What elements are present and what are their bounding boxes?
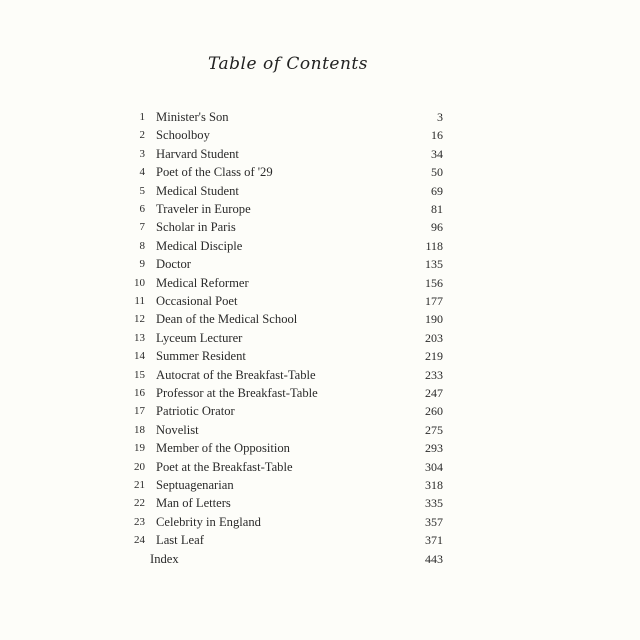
toc-entry: [0, 513, 640, 531]
toc-entry: [0, 108, 640, 126]
chapter-number: 4: [139, 166, 145, 179]
page-number: 50: [431, 165, 443, 180]
toc-entry: [0, 421, 640, 439]
page-number: 34: [431, 146, 443, 161]
page-number: 69: [431, 183, 443, 198]
chapter-number: 3: [139, 147, 145, 160]
chapter-number: 1: [139, 111, 145, 123]
toc-entry: [0, 476, 640, 494]
toc-entry: [0, 531, 640, 549]
chapter-number: 14: [134, 350, 145, 363]
chapter-title: Last Leaf: [156, 533, 204, 548]
toc-entry: [0, 347, 640, 365]
chapter-title: Harvard Student: [156, 146, 239, 161]
chapter-title: Dean of the Medical School: [156, 312, 298, 327]
page-number: 260: [425, 404, 443, 419]
chapter-title: Lyceum Lecturer: [156, 330, 243, 345]
chapter-title: Member of the Opposition: [156, 441, 290, 456]
chapter-number: 20: [134, 460, 145, 473]
page-number: 304: [425, 459, 443, 474]
page-number: 219: [425, 349, 443, 364]
page-number: 275: [425, 422, 443, 437]
chapter-number: 17: [134, 405, 145, 418]
chapter-title: Medical Student: [156, 183, 239, 198]
chapter-number: 10: [134, 276, 145, 289]
toc-entry: [0, 163, 640, 181]
page-number: 203: [425, 330, 443, 345]
chapter-title: Medical Reformer: [156, 275, 249, 290]
chapter-number: 2: [139, 129, 145, 142]
page-number: 81: [431, 202, 443, 216]
page-number: 135: [425, 257, 443, 272]
page-number: 118: [425, 238, 443, 253]
toc-entry: [0, 329, 640, 347]
chapter-number: 22: [134, 497, 145, 510]
toc-entry: [0, 274, 640, 292]
chapter-title: Summer Resident: [156, 349, 246, 364]
toc-entry: [0, 200, 640, 218]
chapter-title: Celebrity in England: [156, 514, 261, 529]
toc-entry: [0, 145, 640, 163]
chapter-title: Occasional Poet: [156, 294, 238, 308]
chapter-number: 7: [139, 221, 145, 234]
toc-entry: [0, 292, 640, 310]
chapter-number: 23: [134, 515, 145, 528]
page-number: 233: [425, 367, 443, 382]
toc-entry: [0, 550, 640, 568]
chapter-title: Minister's Son: [156, 110, 229, 124]
page-number: 3: [437, 110, 443, 124]
chapter-number: 18: [134, 423, 145, 436]
chapter-title: Autocrat of the Breakfast-Table: [156, 367, 316, 382]
toc-entry: [0, 494, 640, 512]
chapter-number: 11: [134, 295, 145, 307]
chapter-title: Poet at the Breakfast-Table: [156, 459, 293, 474]
toc-entry: [0, 237, 640, 255]
page-number: 443: [425, 551, 443, 566]
chapter-title: Medical Disciple: [156, 238, 243, 253]
toc-entry: [0, 366, 640, 384]
page-number: 96: [431, 220, 443, 235]
page-title: Table of Contents: [208, 54, 368, 74]
chapter-title: Professor at the Breakfast-Table: [156, 386, 318, 400]
page-number: 16: [431, 128, 443, 143]
chapter-number: 5: [139, 184, 145, 197]
chapter-title: Poet of the Class of '29: [156, 165, 273, 180]
toc-entry: [0, 384, 640, 402]
toc-entry: [0, 218, 640, 236]
chapter-title: Doctor: [156, 257, 191, 272]
toc-entry: [0, 402, 640, 420]
chapter-number: 12: [134, 313, 145, 326]
chapter-number: 15: [134, 368, 145, 381]
chapter-number: 9: [139, 258, 145, 271]
toc-entry: [0, 458, 640, 476]
toc-entry: [0, 126, 640, 144]
toc-entry: [0, 310, 640, 328]
chapter-title: Man of Letters: [156, 496, 231, 511]
page-number: 357: [425, 514, 443, 529]
chapter-title: Schoolboy: [156, 128, 210, 143]
page-number: 177: [425, 294, 443, 308]
chapter-title: Traveler in Europe: [156, 202, 251, 216]
toc-entry: [0, 182, 640, 200]
chapter-number: 6: [139, 203, 145, 215]
chapter-number: 21: [134, 479, 145, 491]
chapter-number: 13: [134, 331, 145, 344]
page-number: 335: [425, 496, 443, 511]
chapter-number: 8: [139, 239, 145, 252]
chapter-number: 16: [134, 387, 145, 399]
page-number: 293: [425, 441, 443, 456]
chapter-title: Index: [150, 551, 179, 566]
toc-entry: [0, 255, 640, 273]
toc-entry: [0, 439, 640, 457]
chapter-number: 24: [134, 534, 145, 547]
page-number: 318: [425, 478, 443, 492]
chapter-number: 19: [134, 442, 145, 455]
page-number: 156: [425, 275, 443, 290]
page-number: 371: [425, 533, 443, 548]
chapter-title: Septuagenarian: [156, 478, 234, 492]
page-number: 247: [425, 386, 443, 400]
chapter-title: Patriotic Orator: [156, 404, 235, 419]
chapter-title: Scholar in Paris: [156, 220, 236, 235]
page-number: 190: [425, 312, 443, 327]
chapter-title: Novelist: [156, 422, 199, 437]
